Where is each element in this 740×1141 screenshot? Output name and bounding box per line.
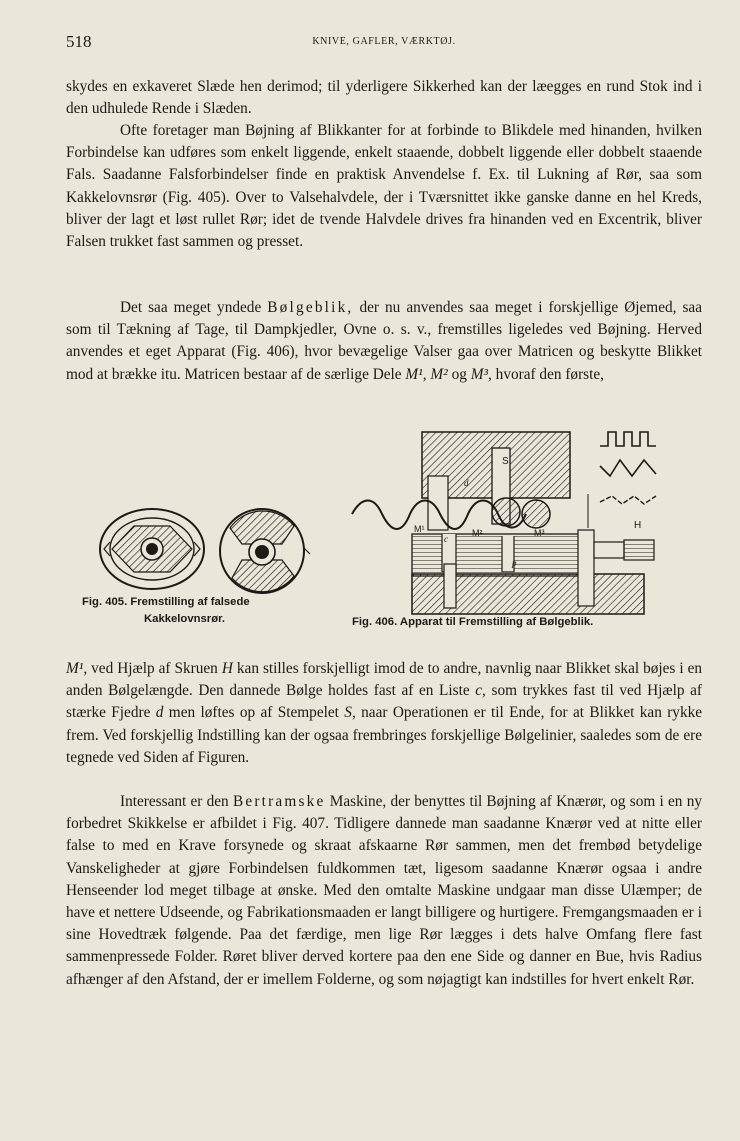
- label-m3: M³: [534, 528, 545, 538]
- page-header: [66, 32, 702, 54]
- var-m1: M¹,: [405, 365, 427, 383]
- var-s: S,: [344, 704, 356, 722]
- label-d: d: [464, 478, 469, 488]
- fig-405-caption-line2: Kakkelovnsrør.: [144, 613, 226, 625]
- fig-405-caption-line1: Fig. 405. Fremstilling af falsede: [82, 596, 250, 608]
- p4-text-e: naar Operationen er til Ende, for at Blikket kan rykke frem. Ved forskjellig Indstilling kan der ogsaa frembringes forskjellige Bølgelinier, saaledes som de ere tegnede ved Siden af Figuren.: [66, 704, 703, 766]
- p3-text-b: der nu anvendes saa meget i forskjellige Øjemed, saa som til Tækning af Tage, til Dampkjedler, Ovne o. s. v., fremstilles ligeledes ved Bøjning. Herved anvendes et eget Apparat (Fig. 406), hvor bevægelige Valser gaa over Matricen og beskytte Blikket mod at brække itu. Matricen bestaar af de særlige Dele: [66, 299, 703, 383]
- paragraph-3: [66, 297, 702, 386]
- label-m2: M²: [472, 528, 483, 538]
- term-boelgeblik: Bølgeblik,: [267, 299, 354, 316]
- p4-text-b: kan stilles forskjelligt imod de to andre, navnlig naar Blikket skal bøjes i en anden Bølgelængde. Den dannede Bølge holdes fast af en Liste: [66, 660, 703, 700]
- fig-406-wave-profiles: [600, 432, 656, 504]
- p4-text-d: men løftes op af Stempelet: [168, 704, 339, 722]
- paragraph-1: skydes en exkaveret Slæde hen derimod; til yderligere Sikkerhed kan der læegges en rund Stok ind i den udhulede Rende i Slæden.: [66, 78, 702, 118]
- p5-text-b: Maskine, der benyttes til Bøjning af Knærør, og som i en ny forbedret Skikkelse er afbildet i Fig. 407. Tidligere dannede man saadanne Knærør ved at nitte eller false to med en Krave forsynede og skraat afskaarne Rør sammen, men det frembød betydelige Vanskeligheder at gjøre Forbindelsen fuldkommen tæt, ligesom saadanne Knærør ogsaa i andre Henseender lod meget tilbage at ønske. Med den omtalte Maskine undgaar man disse Ulæmper; de have et nettere Udseende, og Fabrikationsmaaden er langt billigere og hurtigere. Fremgangsmaaden er i sine Hovedtræk følgende. Paa det færdige, men lige Rør lægges i dets halve Omfang flere fast sammenpressede Folder. Røret bliver derved kortere paa den ene Side og danner en Bue, hvis Radius afhænger af den Afstand, der er imellem Folderne, og som nøjagtigt kan indstilles for hvert enkelt Rør.: [66, 793, 702, 988]
- label-c: c: [444, 534, 448, 544]
- fig-405-left-roller: [100, 509, 204, 589]
- running-head: KNIVE, GAFLER, VÆRKTØJ.: [312, 36, 456, 47]
- var-c: c,: [475, 682, 486, 700]
- var-h: H: [221, 660, 233, 677]
- term-bertramske: Bertramske: [232, 793, 326, 810]
- figure-area: [66, 416, 706, 650]
- fig-405-caption: [82, 594, 362, 628]
- var-d: d: [155, 704, 164, 722]
- paragraph-5: [66, 791, 702, 991]
- p3-text-a: Det saa meget yndede: [120, 299, 262, 316]
- fig-406-drawing: [352, 424, 682, 620]
- p3-og: og: [451, 365, 467, 383]
- paragraph-2: Ofte foretager man Bøjning af Blikkanter for at forbinde to Blikdele med hinanden, hvilken Forbindelse kan udføres som enkelt liggende, enkelt staaende, dobbelt liggende eller dobbelt staaende Fals. Saadanne Falsforbindelser finde en praktisk Anvendelse f. Ex. til Lukning af Rør, saa som Kakkelovnsrør (Fig. 405). Over to Valsehalvdele, der i Tværsnittet ikke ganske danne en hel Kreds, bliver der lagt et løst rullet Rør; idet de tvende Halvdele drives fra hinanden ved en Excentrik, bliver Falsen trukket fast sammen og presset.: [66, 122, 702, 251]
- paragraph-4: [66, 658, 702, 769]
- fig-405-right-roller: [220, 509, 310, 593]
- var-m3: M³,: [470, 365, 492, 383]
- p3-text-c: hvoraf den første,: [495, 365, 604, 383]
- var-m1-start: M¹,: [66, 660, 88, 677]
- fig-406-caption: Fig. 406. Apparat til Fremstilling af Bølgeblik.: [352, 616, 594, 628]
- fig-405-drawing: [82, 416, 312, 596]
- label-m1: M¹: [414, 524, 425, 534]
- label-s: S: [502, 456, 509, 467]
- label-h: H: [634, 520, 642, 531]
- p4-text-c: som trykkes fast til ved Hjælp af stærke Fjedre: [66, 682, 702, 722]
- p4-text-a: ved Hjælp af Skruen: [91, 660, 218, 677]
- var-m2: M²: [430, 365, 448, 383]
- page-number: 518: [66, 32, 92, 51]
- label-p: p: [512, 558, 517, 568]
- p5-text-a: Interessant er den: [120, 793, 229, 810]
